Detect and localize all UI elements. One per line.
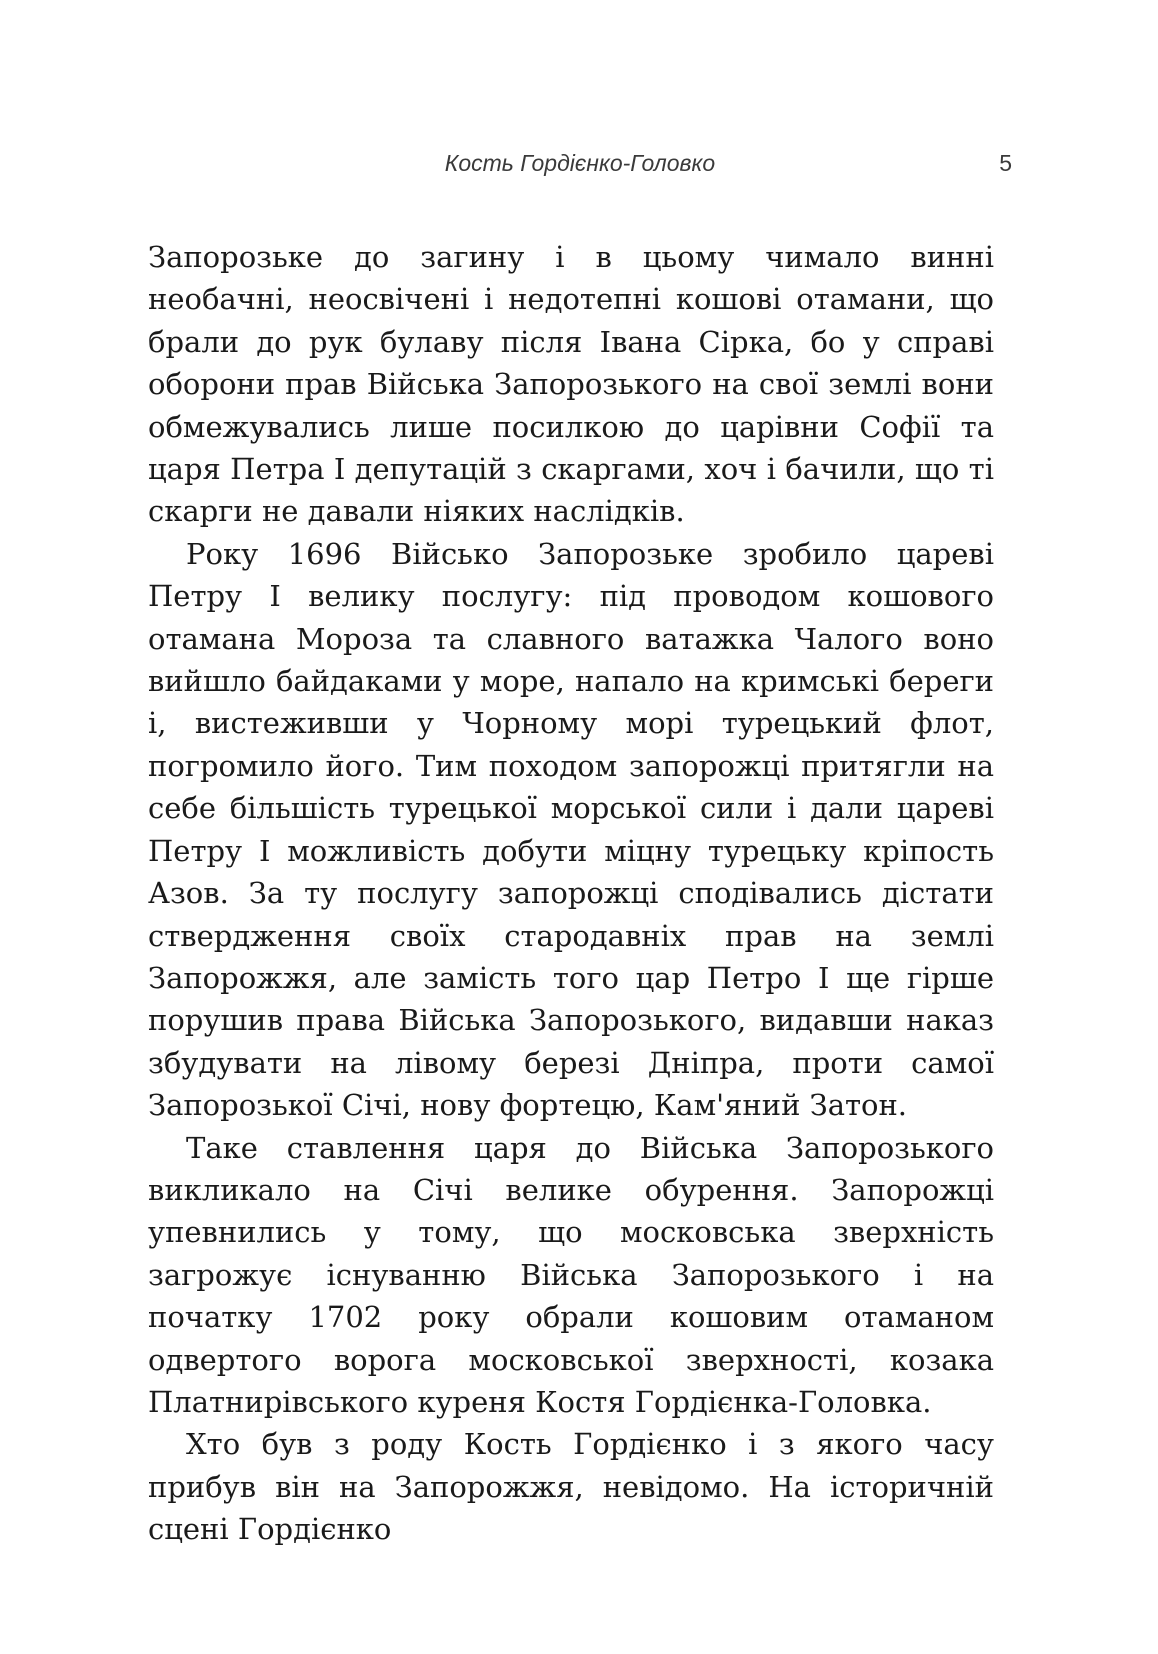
header-title: Кость Гордієнко-Головко [444, 150, 716, 176]
body-text [148, 236, 994, 1551]
paragraph: Таке ставлення царя до Війська Запорозького викликало на Січі велике обурення. Запорожці упевнились у тому, що московська зверхність загрожує існуванню Війська Запорозького і на початку 1702 року обрали кошовим отаманом одвертого ворога московської зверхності, козака Платнирівського куреня Костя Гордієнка-Головка. [148, 1130, 994, 1419]
paragraph: Року 1696 Військо Запорозьке зробило цареві Петру І велику послугу: під проводом кошового отамана Мороза та славного ватажка Чалого воно вийшло байдаками у море, напало на кримські береги і, вистеживши у Чорному морі турецький флот, погромило його. Тим походом запорожці притягли на себе більшість турецької морської сили і дали цареві Петру І можливість добути міцну турецьку кріпость Азов. За ту послугу запорожці сподівались дістати ствердження своїх стародавніх прав на землі Запорожжя, але замість того цар Петро І ще гірше порушив права Війська Запорозького, видавши наказ збудувати на лівому березі Дніпра, проти самої Запорозької Січі, нову фортецю, Кам'яний Затон. [148, 536, 994, 1123]
paragraph: Хто був з роду Кость Гордієнко і з якого часу прибув він на Запорожжя, невідомо. На історичній сцені Гордієнко [148, 1427, 994, 1547]
page-number: 5 [999, 150, 1012, 176]
running-header [148, 150, 1012, 186]
paragraph: Запорозьке до загину і в цьому чимало винні необачні, неосвічені і недотепні кошові отамани, що брали до рук булаву після Івана Сірка, бо у справі оборони прав Війська Запорозького на свої землі вони обмежувались лише посилкою до царівни Софії та царя Петра І депутацій з скаргами, хоч і бачили, що ті скарги не давали ніяких наслідків. [148, 240, 994, 529]
